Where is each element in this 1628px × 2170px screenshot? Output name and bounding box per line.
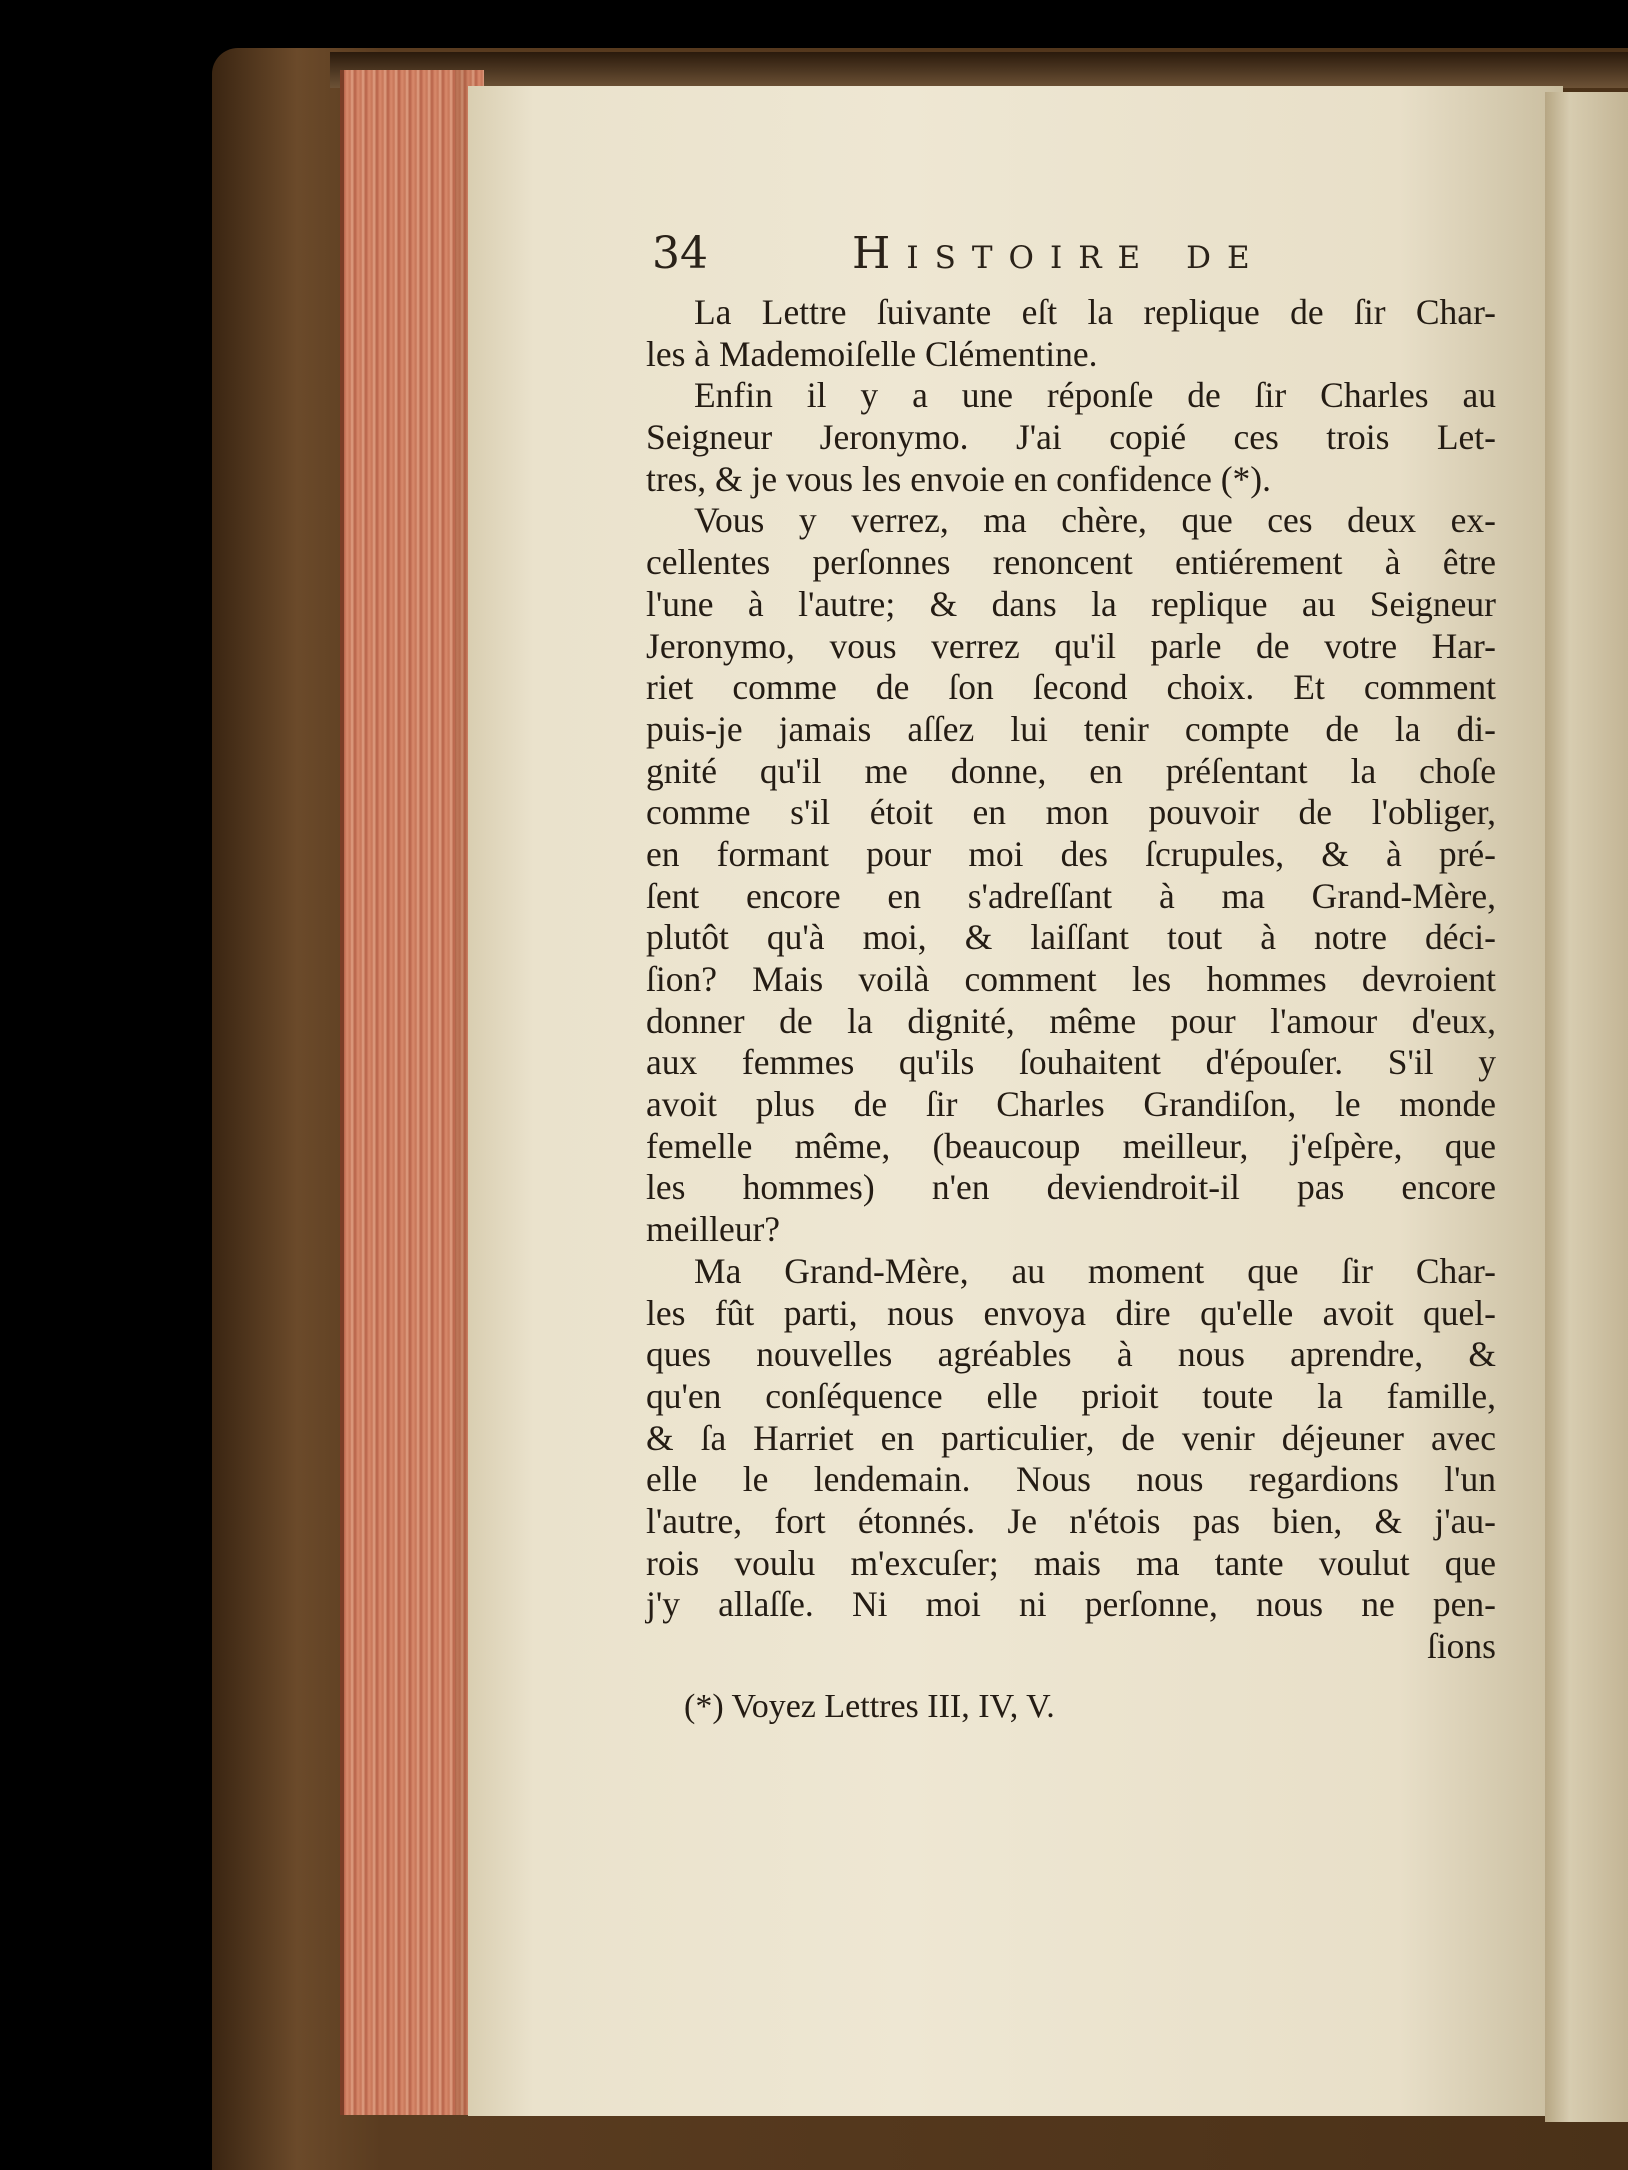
book-gutter [1545,92,1628,2122]
text-line: l'une à l'autre; & dans la replique au Seigneur [646,583,1496,624]
text-line: Seigneur Jeronymo. J'ai copié ces trois Let- [646,417,1496,458]
text-line: les fût parti, nous envoya dire qu'elle avoit quel- [646,1292,1496,1333]
text-line: les à Mademoiſelle Clémentine. [646,333,1098,374]
text-line: les hommes) n'en deviendroit-il pas encore [646,1167,1496,1208]
text-line: qu'en conſéquence elle prioit toute la famille, [646,1375,1496,1416]
catchword: ſions [1426,1626,1496,1666]
footnote: (*) Voyez Lettres III, IV, V. [684,1688,1055,1725]
text-line: Enfin il y a une réponſe de ſir Charles au [694,375,1496,416]
text-line: meilleur? [646,1209,781,1250]
running-head [652,228,1512,288]
text-line: donner de la dignité, même pour l'amour d'eux, [646,1000,1496,1041]
book-spine-top [330,52,1628,88]
text-line: cellentes perſonnes renoncent entiérement à être [646,542,1496,583]
text-line: comme s'il étoit en mon pouvoir de l'obliger, [646,792,1496,833]
text-line: rois voulu m'excuſer; mais ma tante voulut que [646,1542,1496,1583]
text-line: Vous y verrez, ma chère, que ces deux ex- [694,500,1496,541]
text-line: elle le lendemain. Nous nous regardions l'un [646,1459,1496,1500]
text-line: La Lettre ſuivante eſt la replique de ſir Char- [694,292,1496,332]
text-line: l'autre, fort étonnés. Je n'étois pas bien, & j'au- [646,1500,1496,1541]
text-line: j'y allaſſe. Ni moi ni perſonne, nous ne pen- [646,1584,1496,1625]
text-line: & ſa Harriet en particulier, de venir déjeuner avec [646,1417,1496,1458]
text-line: ſent encore en s'adreſſant à ma Grand-Mère, [646,875,1496,916]
text-line: plutôt qu'à moi, & laiſſant tout à notre déci- [646,917,1496,958]
text-line: ques nouvelles agréables à nous aprendre, & [646,1334,1496,1375]
text-line: femelle même, (beaucoup meilleur, j'eſpère, que [646,1125,1496,1166]
text-line: en formant pour moi des ſcrupules, & à pré- [646,833,1496,874]
text-line: puis-je jamais aſſez lui tenir compte de la di- [646,708,1496,749]
text-line: ſion? Mais voilà comment les hommes devroient [646,959,1496,999]
text-line: Ma Grand-Mère, au moment que ſir Char- [694,1250,1496,1291]
body-text [646,292,1496,1668]
text-line: riet comme de ſon ſecond choix. Et comment [646,667,1496,708]
text-line: gnité qu'il me donne, en préſentant la choſe [646,750,1496,791]
text-line: tres, & je vous les envoie en confidence (*). [646,458,1271,499]
text-line: avoit plus de ſir Charles Grandiſon, le monde [646,1084,1496,1125]
page-number: 34 [652,228,708,279]
text-line: aux femmes qu'ils ſouhaitent d'épouſer. S'il y [646,1042,1496,1083]
text-line: Jeronymo, vous verrez qu'il parle de votre Har- [646,625,1496,666]
running-title: Histoire de [852,228,1266,279]
